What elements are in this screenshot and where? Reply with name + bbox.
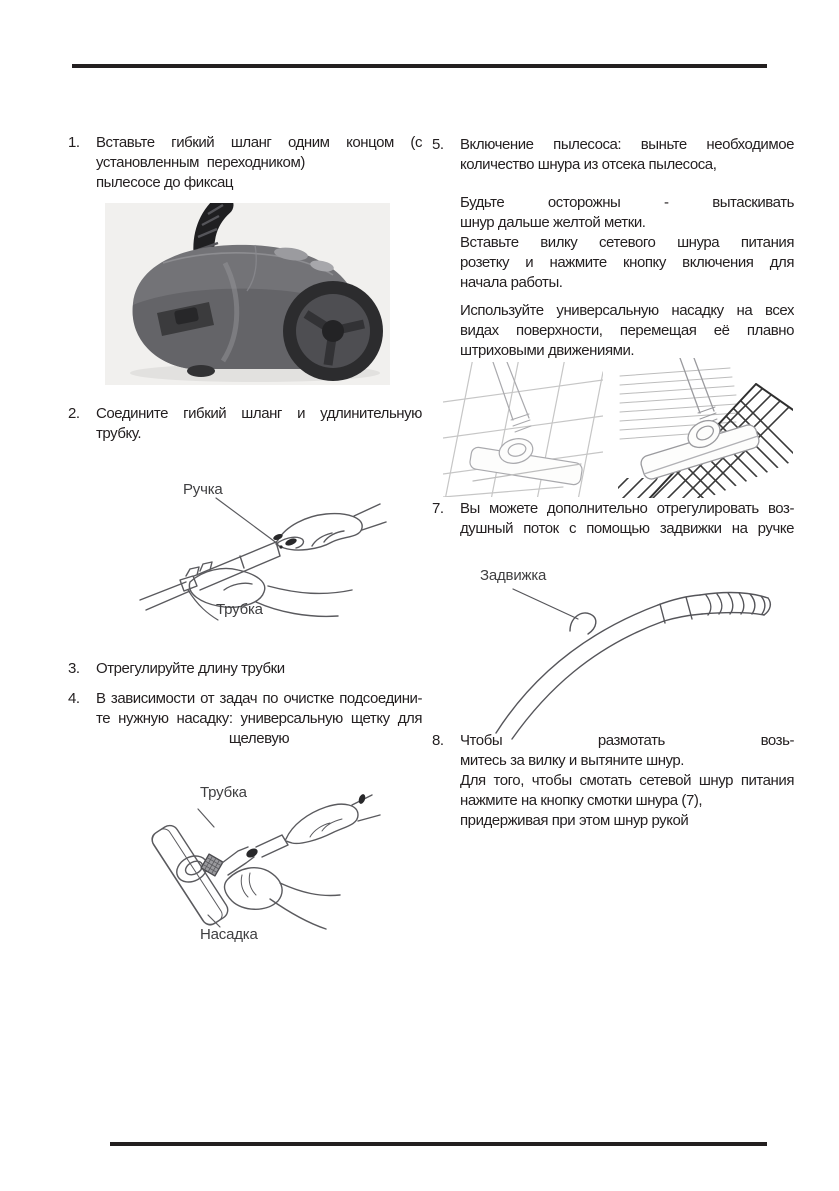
valve-label: Задвижка [480,567,547,584]
hose-lower-edge [512,621,664,739]
air-valve-bump [570,613,596,634]
item-7-number: 7. [432,500,444,517]
item-5-number: 5. [432,136,444,153]
item-7-line-2: душный поток с помощью задвижки на ручке [460,520,794,537]
item-8-line-2: митесь за вилку и вытяните шнур. [460,752,685,769]
handle-label: Ручка [183,481,223,498]
nozzle-label: Насадка [200,926,258,943]
floor-nozzle [469,435,583,485]
item-5-line-5: Вставьте вилку сетевого шнура питания [460,234,794,251]
item-5-line-9: видах поверхности, перемещая её плавно [460,322,794,339]
hose-valve-diagram [458,565,793,740]
item-5-line-8: Используйте универсальную насадку на всех [460,302,794,319]
item-8-number: 8. [432,732,444,749]
item-3-number: 3. [68,660,80,677]
tube-label-nozzle-fig: Трубка [200,784,247,801]
item-1-line-1: Вставьте гибкий шланг одним концом (с [96,134,422,151]
item-8-line-5: придерживая при этом шнур рукой [460,812,689,829]
vacuum-photo-art [105,203,390,385]
top-rule [72,64,767,68]
instruction-item-1 [68,133,422,193]
item-2-line-2: трубку. [96,425,142,442]
lower-hand [225,868,340,929]
hard-floor-illustration [443,362,603,497]
hose-ribbed-end [700,593,770,615]
item-5-line-7: начала работы. [460,274,563,291]
bottom-rule [110,1142,767,1146]
item-8-line-1: Чтобы размотать возь- [460,732,794,749]
item-5-line-10: штриховыми движениями. [460,342,635,359]
item-4-line-2: те нужную насадку: универсальную щетку для [96,710,422,727]
item-5-line-6: розетку и нажмите кнопку включения для [460,254,794,271]
item-3-line-1: Отрегулируйте длину трубки [96,660,285,677]
item-2-number: 2. [68,405,80,422]
instruction-item-3 [68,659,422,679]
instruction-item-7 [432,499,794,539]
floor-brush [149,822,231,928]
instruction-item-5 [432,135,794,361]
instruction-item-8 [432,731,794,831]
item-4-number: 4. [68,690,80,707]
item-7-line-1: Вы можете дополнительно отрегулировать воз- [460,500,794,517]
item-4-line-1: В зависимости от задач по очистке подсоедини- [96,690,422,707]
carpet-illustration [618,358,793,498]
item-5-line-3: Будьте осторожны - вытаскивать [460,194,794,211]
item-1-line-2: установленным переходником) [96,154,305,171]
item-2-line-1: Соедините гибкий шланг и удлинительную [96,405,422,422]
vacuum-photo [105,203,390,385]
carpet-nozzle [639,415,761,481]
item-1-line-3: пылесосе до фиксац [96,174,234,191]
instruction-item-2 [68,404,422,444]
instruction-item-4 [68,689,422,749]
item-8-line-3: Для того, чтобы смотать сетевой шнур питания [460,772,794,789]
item-5-line-4: шнур дальше желтой метки. [460,214,646,231]
item-8-line-4: нажмите на кнопку смотки шнура (7), [460,792,703,809]
tube-label-handle-fig: Трубка [216,601,263,618]
item-4-line-3: щелевую [228,730,290,747]
nozzle-attachment-diagram [130,783,390,958]
item-5-line-1: Включение пылесоса: выньте необходимое [460,136,794,153]
vacuum-wheel [283,281,383,381]
handle-connection-diagram [128,478,388,643]
upper-hand [256,793,380,857]
item-5-line-2: количество шнура из отсека пылесоса, [460,156,717,173]
item-1-number: 1. [68,134,80,151]
